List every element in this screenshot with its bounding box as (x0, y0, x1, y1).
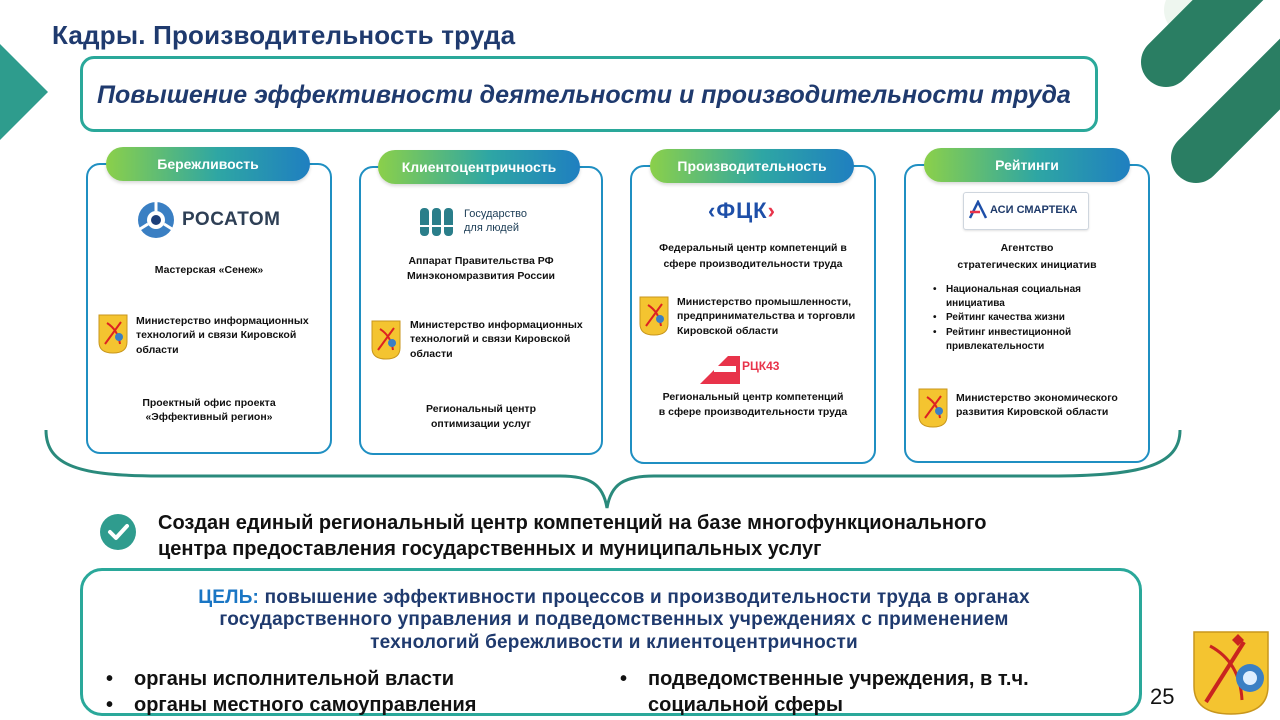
goal-title (83, 587, 1145, 654)
card-client-ministry: Министерство информационных технологий и связи Кировской области (410, 319, 583, 360)
card-productivity-line2: сфере производительности труда (663, 258, 843, 270)
goal-list-left (104, 666, 584, 718)
list-item: • Национальная социальная инициатива (930, 283, 1130, 311)
right-item-line1: • подведомственные учреждения, в т.ч. (648, 668, 1029, 690)
statement-line1: Создан единый региональный центр компетенций на базе многофункционального (158, 512, 987, 534)
gosudarstvo-logo-line1: Государство (464, 208, 528, 220)
card-ratings-ministry: Министерство экономического развития Кировской области (956, 392, 1118, 419)
asi-logo-icon (968, 200, 988, 220)
top-right-stripes-decoration (1130, 0, 1280, 200)
rosatom-logo-text: РОСАТОМ (182, 209, 281, 230)
rck43-logo-icon (700, 356, 740, 384)
pill-lean: Бережливость (106, 147, 310, 181)
check-icon (100, 514, 136, 550)
card-productivity-footer2: в сфере производительности труда (658, 406, 848, 418)
kirov-crest-icon (371, 320, 401, 360)
card-client-footer2: оптимизации услуг (431, 418, 531, 430)
statement-text (158, 511, 987, 562)
pill-client: Клиентоцентричность (378, 150, 580, 184)
pill-ratings: Рейтинги (924, 148, 1130, 182)
gosudarstvo-logo-line2: для людей (464, 222, 519, 234)
card-productivity-ministry: Министерство промышленности, предпринимательства и торговли Кировской области (677, 296, 856, 337)
asi-logo-text: АСИ СМАРТЕКА (990, 204, 1078, 216)
card-lean-line1: Мастерская «Сенеж» (154, 264, 264, 276)
goal-text-2: государственного управления и подведомственных учреждениях с применением (219, 609, 1009, 631)
fck-logo-text: ФЦК (716, 198, 768, 223)
list-item: • органы местного самоуправления (104, 692, 584, 718)
goal-text-3: технологий бережливости и клиентоцентричности (370, 631, 858, 653)
card-ratings-line1: Агентство (1000, 242, 1054, 254)
left-arrow-decoration (0, 44, 50, 144)
list-item: • Рейтинг инвестиционной привлекательности (930, 326, 1130, 354)
subtitle-text: Повышение эффективности деятельности и производительности труда (97, 81, 1071, 109)
rosatom-logo-icon (136, 200, 176, 240)
rck43-logo-text: РЦК43 (742, 359, 780, 373)
kirov-crest-icon (918, 388, 948, 428)
kirov-crest-icon (98, 314, 128, 354)
slide-title: Кадры. Производительность труда (52, 20, 516, 50)
list-item: • Рейтинг качества жизни (930, 311, 1130, 325)
goal-list-right (618, 666, 1118, 718)
card-productivity-footer1: Региональный центр компетенций (662, 391, 844, 403)
goal-lead: ЦЕЛЬ: (198, 587, 260, 608)
card-lean-footer: Проектный офис проекта «Эффективный регион» (142, 397, 276, 424)
card-lean-ministry: Министерство информационных технологий и связи Кировской области (136, 315, 309, 356)
fck-logo: ‹ФЦК› (708, 198, 776, 223)
list-item (618, 666, 1118, 718)
card-ratings-line2: стратегических инициатив (957, 259, 1097, 271)
card-productivity-line1: Федеральный центр компетенций в (659, 242, 847, 254)
ratings-bullet-list (930, 283, 1130, 354)
page-number: 25 (1150, 684, 1175, 709)
goal-text-1: повышение эффективности процессов и производительности труда в органах (264, 587, 1030, 608)
card-client-footer1: Региональный центр (425, 403, 536, 415)
card-client-line2: Минэкономразвития России (406, 270, 555, 282)
statement-line2: центра предоставления государственных и муниципальных услуг (158, 537, 822, 560)
kirov-coat-of-arms-icon (1192, 630, 1270, 716)
gosudarstvo-logo-icon (418, 206, 456, 238)
right-item-line2: социальной сферы (648, 694, 843, 716)
card-client-line1: Аппарат Правительства РФ (408, 255, 554, 267)
list-item: • органы исполнительной власти (104, 666, 584, 692)
pill-productivity: Производительность (650, 149, 854, 183)
kirov-crest-icon (639, 296, 669, 336)
subtitle-banner (80, 56, 1098, 132)
